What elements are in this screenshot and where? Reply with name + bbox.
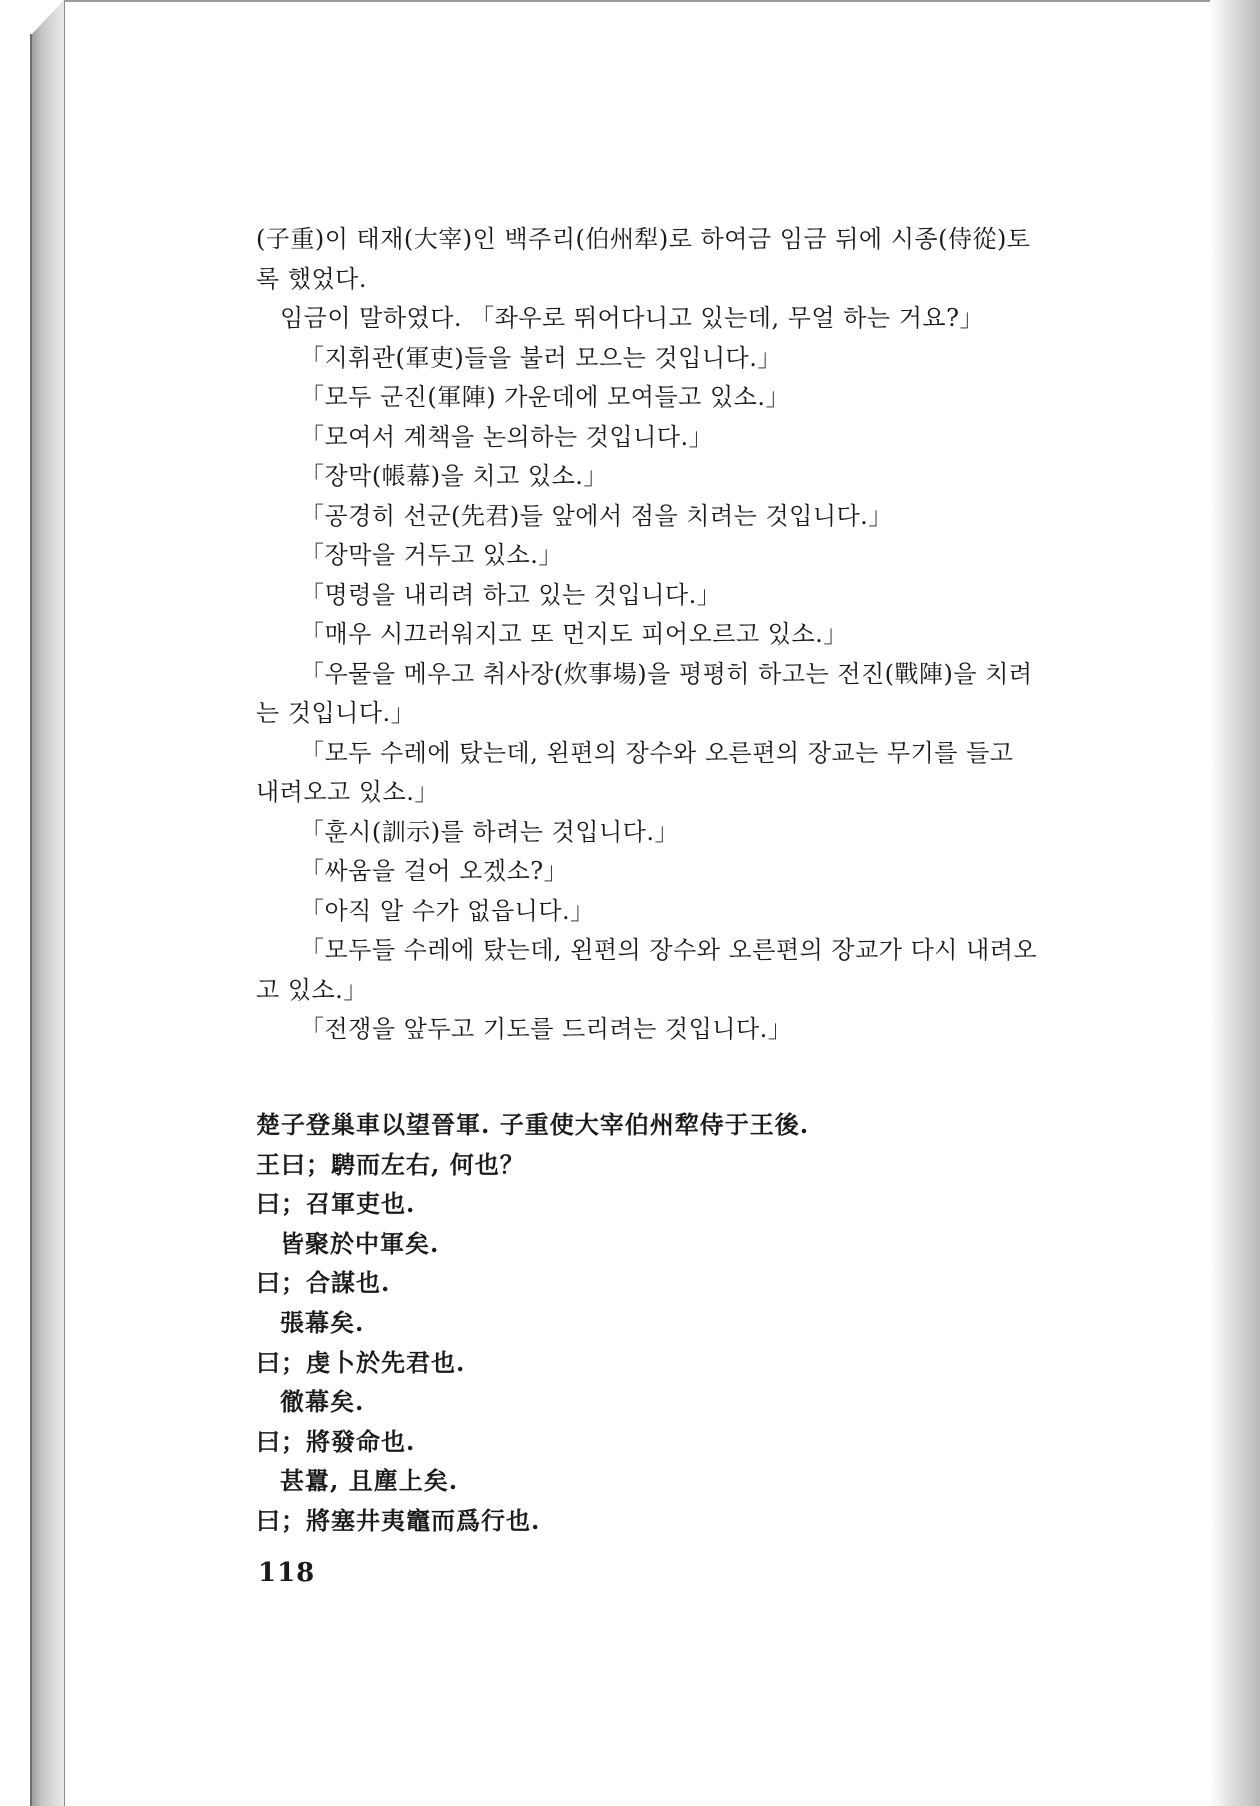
intro-line-1: (子重)이 태재(大宰)인 백주리(伯州犁)로 하여금 임금 뒤에 시종(侍從)토 [256, 225, 1031, 253]
page-number: 118 [258, 1558, 316, 1588]
classical-line: 曰；召軍吏也. [256, 1189, 416, 1219]
classical-line: 楚子登巢車以望晉軍. 子重使大宰伯州犂侍于王後. [256, 1110, 810, 1139]
classical-line: 曰；合謀也. [256, 1268, 391, 1298]
dialogue-line: 「장막을 거두고 있소.」 [300, 541, 563, 569]
dialogue-line: 「장막(帳幕)을 치고 있소.」 [300, 462, 608, 490]
dialogue-line: 「공경히 선군(先君)들 앞에서 점을 치려는 것입니다.」 [300, 501, 893, 530]
classical-line: 曰；將發命也. [256, 1426, 416, 1456]
classical-chinese-text [256, 1105, 1066, 1541]
intro-line-2: 록 했었다. [256, 264, 367, 293]
again-line-2: 고 있소.」 [256, 975, 368, 1004]
dialogue-line: 「지휘관(軍吏)들을 불러 모으는 것입니다.」 [300, 343, 782, 372]
prayer-line: 「전쟁을 앞두고 기도를 드리려는 것입니다.」 [300, 1015, 793, 1043]
dialogue-line: 「훈시(訓示)를 하려는 것입니다.」 [300, 817, 679, 846]
king-said-line: 임금이 말하였다. 「좌우로 뛰어다니고 있는데, 무얼 하는 거요?」 [280, 304, 984, 332]
classical-sub-line: 張幕矣. [280, 1307, 365, 1337]
again-line-1: 「모두들 수레에 탔는데, 왼편의 장수와 오른편의 장교가 다시 내려오 [300, 936, 1038, 964]
classical-line: 王曰；騁而左右, 何也？ [256, 1149, 525, 1179]
classical-line: 曰；虔卜於先君也. [256, 1347, 466, 1377]
classical-sub-line: 甚囂, 且塵上矣. [280, 1466, 459, 1496]
wells-line-2: 는 것입니다.」 [256, 699, 416, 727]
chariots-line-1: 「모두 수레에 탔는데, 왼편의 장수와 오른편의 장교는 무기를 들고 [300, 738, 1014, 767]
dialogue-line: 「매우 시끄러워지고 또 먼지도 피어오르고 있소.」 [300, 620, 848, 648]
dialogue-line: 「싸움을 걸어 오겠소?」 [300, 857, 569, 885]
dialogue-line: 「모여서 계책을 논의하는 것입니다.」 [300, 422, 714, 451]
dialogue-line: 「아직 알 수가 없읍니다.」 [300, 896, 595, 925]
dialogue-line: 「명령을 내리려 하고 있는 것입니다.」 [300, 580, 722, 609]
korean-translation [256, 220, 1066, 1050]
classical-sub-line: 皆聚於中軍矣. [280, 1228, 440, 1258]
classical-line: 曰；將塞井夷竈而爲行也. [256, 1505, 541, 1535]
book-spine-edge [30, 34, 32, 1806]
book-spine [32, 0, 64, 1806]
chariots-line-2: 내려오고 있소.」 [256, 778, 439, 806]
book-right-shadow [1210, 0, 1260, 1806]
page-top-edge [64, 0, 1214, 2]
dialogue-line: 「모두 군진(軍陣) 가운데에 모여들고 있소.」 [300, 383, 790, 411]
wells-line-1: 「우물을 메우고 취사장(炊事場)을 평평히 하고는 전진(戰陣)을 치려 [300, 659, 1033, 688]
classical-sub-line: 徹幕矣. [280, 1387, 365, 1417]
